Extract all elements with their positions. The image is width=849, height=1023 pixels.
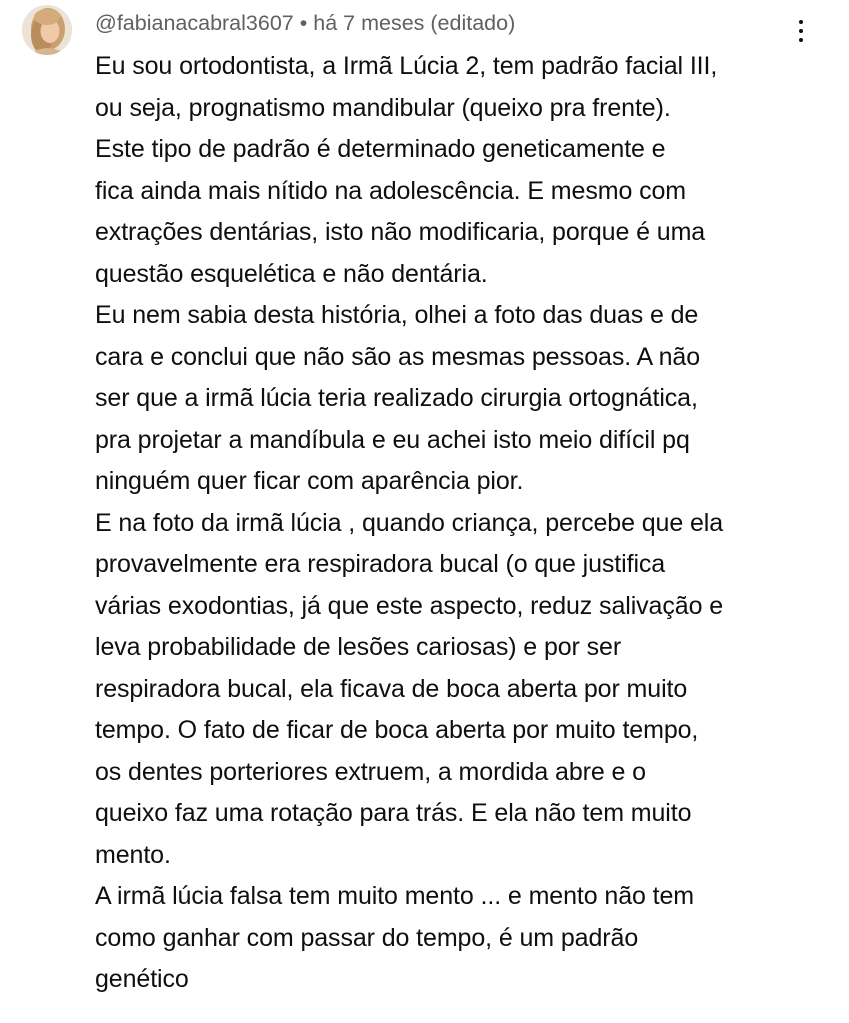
comment-line: A irmã lúcia falsa tem muito mento ... e mento não tem <box>95 882 695 910</box>
menu-dot <box>799 20 804 25</box>
comment-line: pra projetar a mandíbula e eu achei isto meio difícil pq <box>95 425 690 454</box>
menu-dot <box>799 38 804 43</box>
comment-line: extrações dentárias, isto não modificaria, porque é uma <box>95 218 706 246</box>
meta-separator: • <box>299 11 308 35</box>
comment-line: mento. <box>95 840 171 869</box>
comment-line: como ganhar com passar do tempo, é um padrão <box>95 923 639 952</box>
comment-line: respiradora bucal, ela ficava de boca aberta por muito <box>95 674 688 703</box>
comment-line: ser que a irmã lúcia teria realizado cirurgia ortognática, <box>95 384 698 412</box>
comment-text <box>95 46 835 1001</box>
comment-line: leva probabilidade de lesões cariosas) e por ser <box>95 633 622 661</box>
comment-line: questão esquelética e não dentária. <box>95 259 488 288</box>
comment-line: tempo. O fato de ficar de boca aberta por muito tempo, <box>95 716 699 744</box>
comment-line: cara e conclui que não são as mesmas pessoas. A não <box>95 342 700 371</box>
comment-line: os dentes porteriores extruem, a mordida abre e o <box>95 757 646 786</box>
comment-line: queixo faz uma rotação para trás. E ela não tem muito <box>95 799 692 827</box>
more-vertical-icon[interactable] <box>786 14 816 48</box>
comment-timestamp[interactable]: há 7 meses (editado) <box>313 11 516 35</box>
comment-line: ou seja, prognatismo mandibular (queixo pra frente). <box>95 93 671 122</box>
comment-line: ninguém quer ficar com aparência pior. <box>95 467 524 495</box>
comment-line: Este tipo de padrão é determinado geneticamente e <box>95 135 666 163</box>
user-avatar-photo-icon <box>22 5 72 55</box>
comment-line: genético <box>95 965 189 993</box>
comment-line: E na foto da irmã lúcia , quando criança, percebe que ela <box>95 508 724 537</box>
comment-line: fica ainda mais nítido na adolescência. E mesmo com <box>95 176 687 205</box>
author-name[interactable]: @fabianacabral3607 <box>95 11 294 35</box>
comment-line: Eu sou ortodontista, a Irmã Lúcia 2, tem padrão facial III, <box>95 52 718 80</box>
menu-dot <box>799 29 804 34</box>
comment-header <box>95 8 515 38</box>
comment-line: várias exodontias, já que este aspecto, reduz salivação e <box>95 591 724 620</box>
avatar[interactable] <box>22 5 72 55</box>
comment-line: Eu nem sabia desta história, olhei a foto das duas e de <box>95 301 699 329</box>
comment-line: provavelmente era respiradora bucal (o que justifica <box>95 550 666 578</box>
